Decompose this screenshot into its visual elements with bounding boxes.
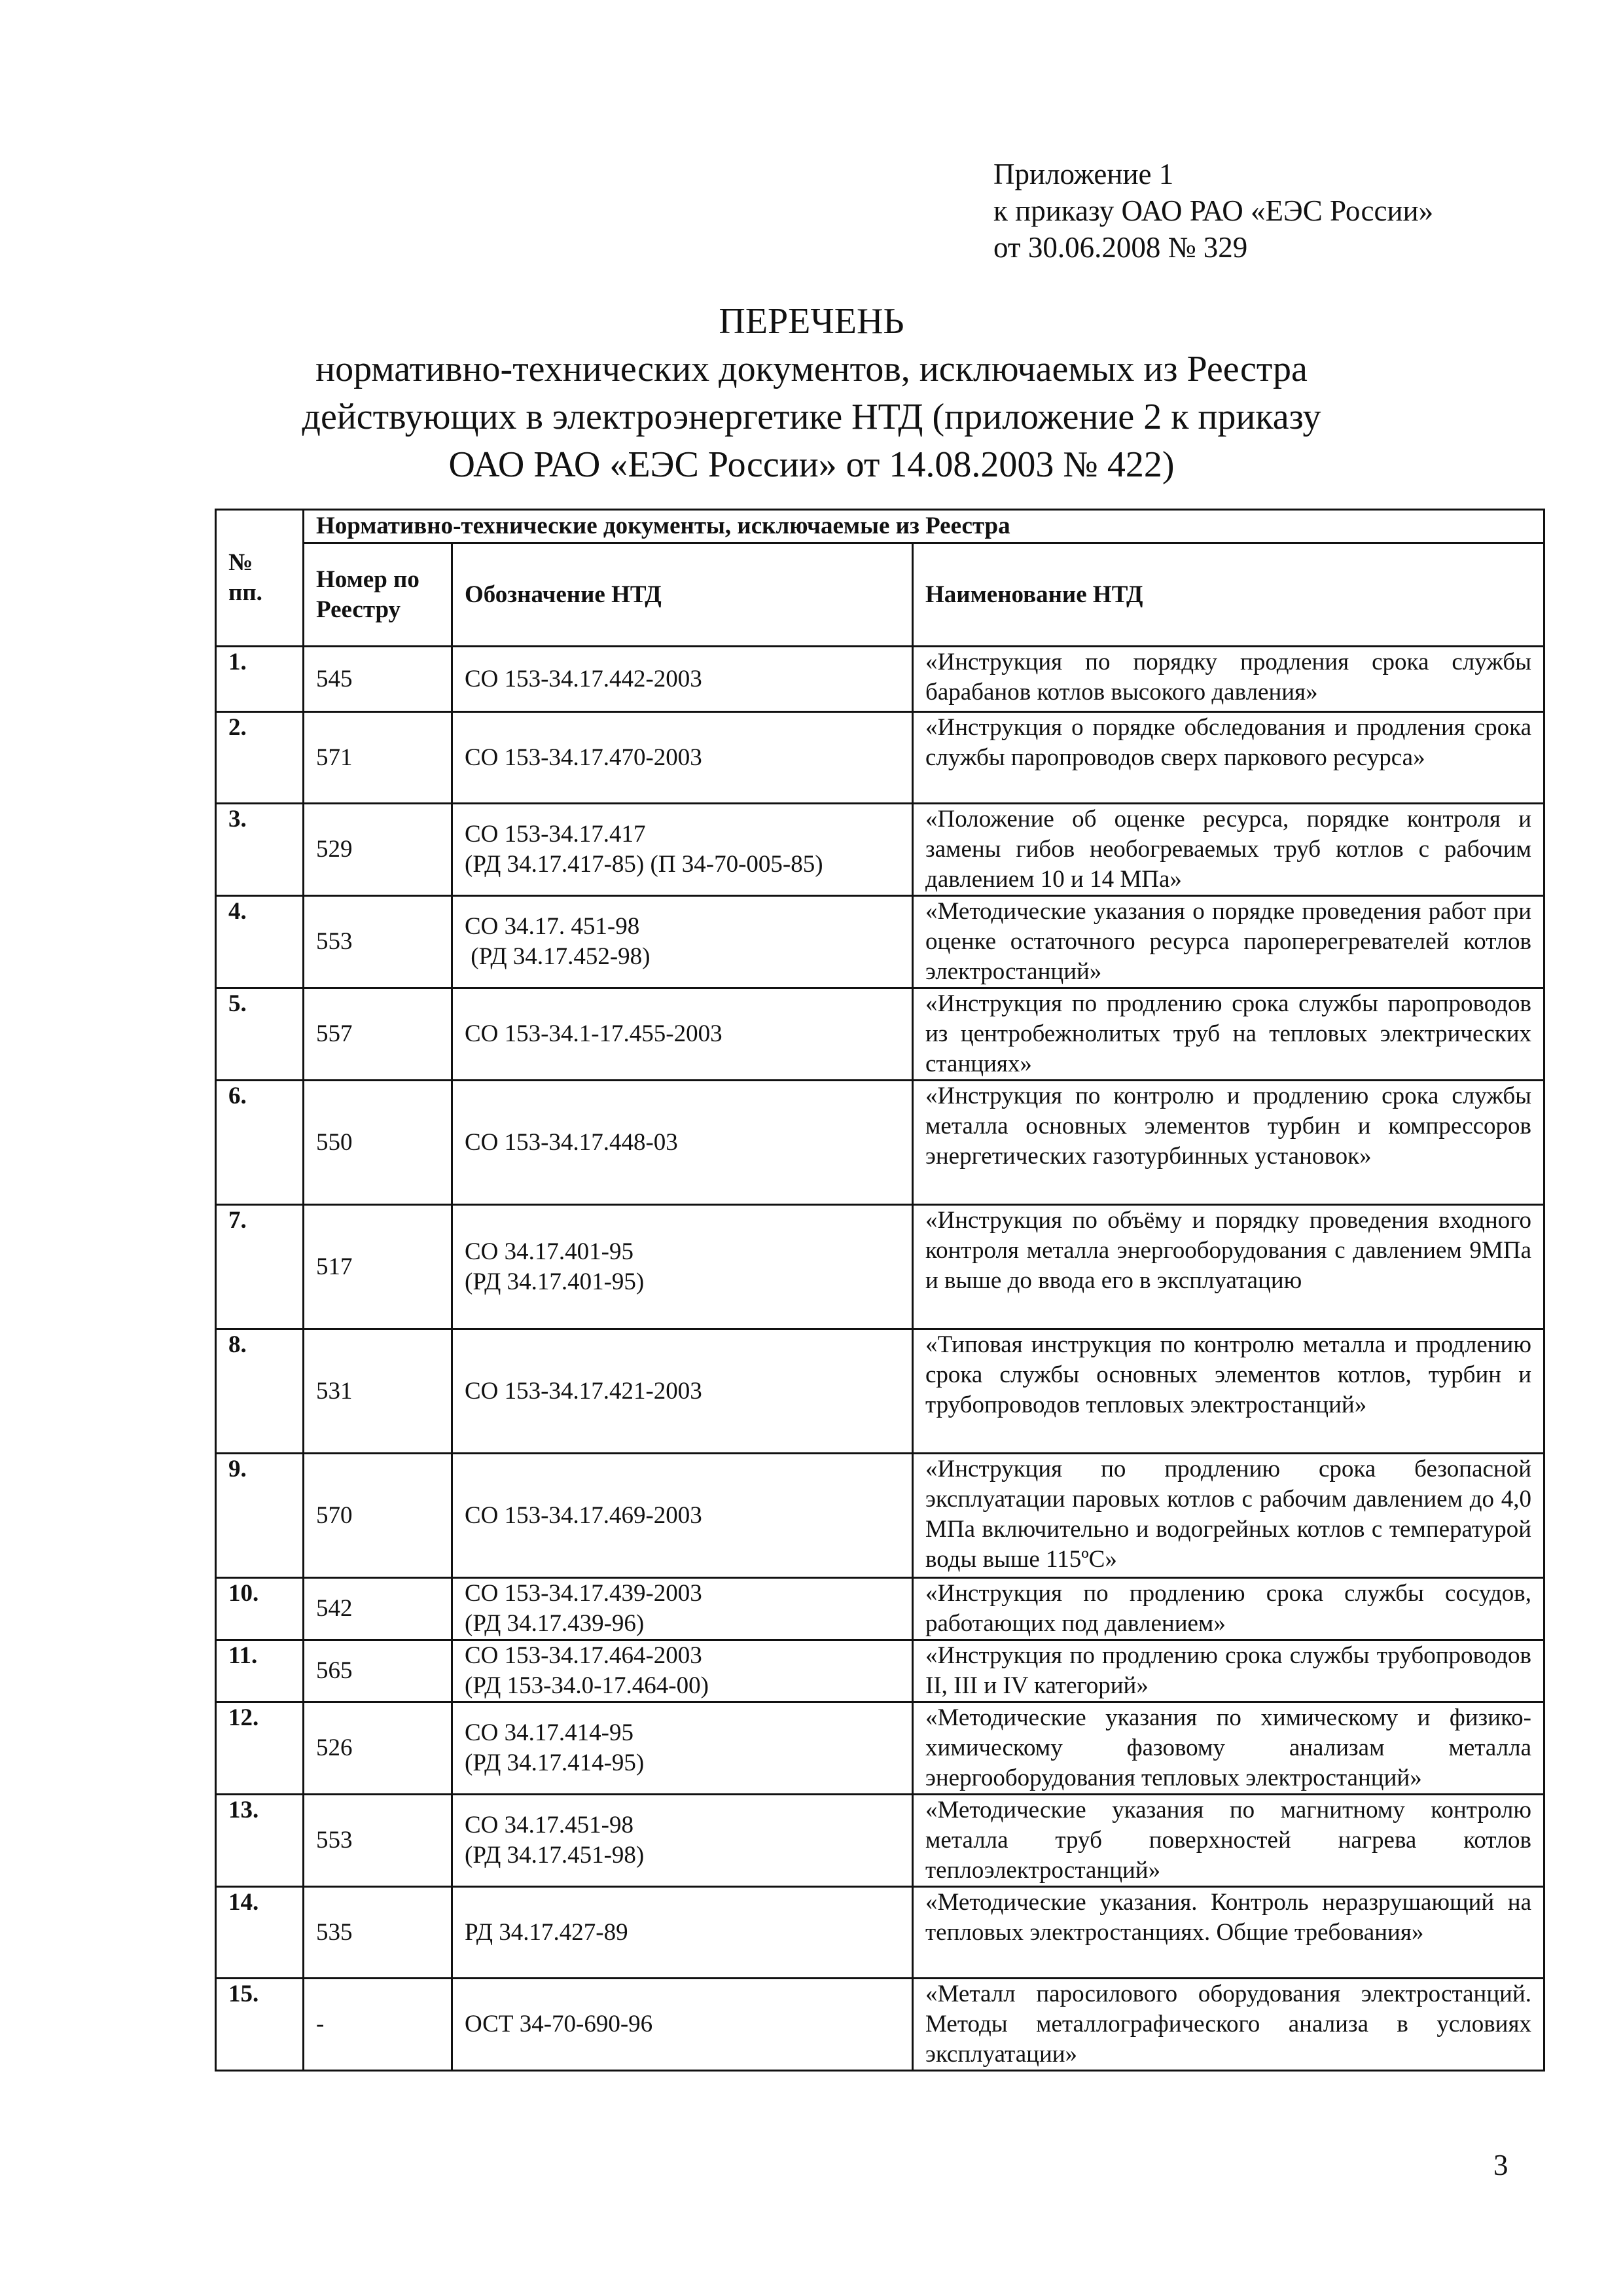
designation-line-1: СО 153-34.17.421-2003: [465, 1377, 702, 1405]
designation-line-2: (РД 34.17.452-98): [465, 943, 651, 970]
row-register-number: 531: [304, 1329, 452, 1454]
row-number: 9.: [216, 1454, 304, 1578]
title-line-4: ОАО РАО «ЕЭС России» от 14.08.2003 № 422): [448, 444, 1175, 485]
designation-line-1: СО 34.17.451-98: [465, 1812, 633, 1839]
designation-line-1: СО 153-34.17.464-2003: [465, 1642, 702, 1669]
register-table: [215, 509, 1545, 2072]
designation-line-2: (РД 153-34.0-17.464-00): [465, 1672, 709, 1699]
designation-line-2: (РД 34.17.417-85) (П 34-70-005-85): [465, 851, 823, 878]
designation-line-1: СО 153-34.17.470-2003: [465, 744, 702, 771]
row-designation: [452, 1979, 913, 2071]
table-row: [216, 1979, 1544, 2071]
designation-line-1: СО 34.17.401-95: [465, 1238, 633, 1265]
row-register-number: 535: [304, 1887, 452, 1979]
row-number: 5.: [216, 988, 304, 1081]
row-number: 13.: [216, 1795, 304, 1887]
row-register-number: 517: [304, 1205, 452, 1329]
row-number: 8.: [216, 1329, 304, 1454]
designation-line-2: (РД 34.17.401-95): [465, 1268, 645, 1295]
row-designation: [452, 804, 913, 896]
row-designation: [452, 1081, 913, 1205]
designation-line-1: СО 153-34.17.417: [465, 821, 646, 848]
table-row: [216, 1081, 1544, 1205]
designation-line-2: (РД 34.17.414-95): [465, 1749, 645, 1776]
designation-line-1: СО 34.17. 451-98: [465, 913, 640, 940]
row-number: 10.: [216, 1578, 304, 1640]
row-document-name: «Типовая инструкция по контролю металла и продлению срока службы основных элементов котлов, турбин и трубопроводов тепловых электростанций»: [913, 1329, 1544, 1454]
table-row: [216, 712, 1544, 804]
row-number: 2.: [216, 712, 304, 804]
row-designation: [452, 1578, 913, 1640]
row-register-number: -: [304, 1979, 452, 2071]
row-number: 1.: [216, 647, 304, 712]
row-document-name: «Инструкция по контролю и продлению срока службы металла основных элементов турбин и компрессоров энергетических газотурбинных установок»: [913, 1081, 1544, 1205]
row-designation: [452, 1454, 913, 1578]
row-document-name: «Методические указания о порядке проведения работ при оценке остаточного ресурса пароперегревателей котлов электростанций»: [913, 896, 1544, 988]
row-designation: [452, 1329, 913, 1454]
header-num: № пп.: [216, 510, 304, 647]
row-document-name: «Инструкция по продлению срока безопасной эксплуатации паровых котлов с рабочим давлением до 4,0 МПа включительно и водогрейных котлов с температурой воды выше 115ºС»: [913, 1454, 1544, 1578]
table-row: [216, 647, 1544, 712]
row-document-name: «Методические указания. Контроль неразрушающий на тепловых электростанциях. Общие требования»: [913, 1887, 1544, 1979]
row-number: 12.: [216, 1702, 304, 1795]
row-number: 4.: [216, 896, 304, 988]
row-document-name: «Инструкция по порядку продления срока службы барабанов котлов высокого давления»: [913, 647, 1544, 712]
table-row: [216, 896, 1544, 988]
table-row: [216, 988, 1544, 1081]
table-row: [216, 804, 1544, 896]
table-row: [216, 1454, 1544, 1578]
row-register-number: 542: [304, 1578, 452, 1640]
designation-line-1: СО 153-34.17.448-03: [465, 1128, 678, 1156]
designation-line-1: СО 34.17.414-95: [465, 1719, 633, 1746]
document-title: [196, 298, 1427, 489]
designation-line-1: СО 153-34.17.469-2003: [465, 1501, 702, 1529]
row-designation: [452, 647, 913, 712]
row-register-number: 571: [304, 712, 452, 804]
designation-line-1: СО 153-34.17.439-2003: [465, 1580, 702, 1607]
designation-line-1: РД 34.17.427-89: [465, 1918, 628, 1946]
page-number: 3: [1493, 2149, 1508, 2181]
row-number: 11.: [216, 1640, 304, 1702]
row-designation: [452, 1887, 913, 1979]
row-designation: [452, 896, 913, 988]
table-body: [216, 647, 1544, 2071]
designation-line-1: СО 153-34.17.442-2003: [465, 665, 702, 692]
row-document-name: «Инструкция по продлению срока службы паропроводов из центробежнолитых труб на тепловых электрических станциях»: [913, 988, 1544, 1081]
header-code: Обозначение НТД: [452, 543, 913, 647]
row-register-number: 565: [304, 1640, 452, 1702]
appendix-line-3: от 30.06.2008 № 329: [993, 231, 1248, 264]
row-document-name: «Металл паросилового оборудования электростанций. Методы металлографического анализа в условиях эксплуатации»: [913, 1979, 1544, 2071]
row-register-number: 550: [304, 1081, 452, 1205]
table-row: [216, 1640, 1544, 1702]
table-row: [216, 1205, 1544, 1329]
row-register-number: 570: [304, 1454, 452, 1578]
table-row: [216, 1795, 1544, 1887]
row-number: 6.: [216, 1081, 304, 1205]
row-register-number: 553: [304, 1795, 452, 1887]
row-document-name: «Инструкция по продлению срока службы сосудов, работающих под давлением»: [913, 1578, 1544, 1640]
row-register-number: 545: [304, 647, 452, 712]
row-designation: [452, 988, 913, 1081]
appendix-line-1: Приложение 1: [993, 158, 1174, 190]
row-document-name: «Инструкция о порядке обследования и продления срока службы паропроводов сверх паркового ресурса»: [913, 712, 1544, 804]
row-designation: [452, 1205, 913, 1329]
row-designation: [452, 1795, 913, 1887]
row-register-number: 553: [304, 896, 452, 988]
appendix-note: [993, 156, 1433, 266]
row-designation: [452, 712, 913, 804]
row-number: 3.: [216, 804, 304, 896]
table-row: [216, 1702, 1544, 1795]
header-name: Наименование НТД: [913, 543, 1544, 647]
row-designation: [452, 1702, 913, 1795]
title-line-3: действующих в электроэнергетике НТД (приложение 2 к приказу: [302, 397, 1321, 437]
row-designation: [452, 1640, 913, 1702]
row-number: 14.: [216, 1887, 304, 1979]
table-row: [216, 1887, 1544, 1979]
row-document-name: «Методические указания по химическому и физико-химическому фазовому анализам металла энергооборудования тепловых электростанций»: [913, 1702, 1544, 1795]
title-line-2: нормативно-технических документов, исключаемых из Реестра: [315, 349, 1308, 389]
header-reg-no: Номер по Реестру: [304, 543, 452, 647]
row-number: 7.: [216, 1205, 304, 1329]
row-register-number: 557: [304, 988, 452, 1081]
designation-line-1: ОСТ 34-70-690-96: [465, 2011, 653, 2037]
designation-line-2: (РД 34.17.451-98): [465, 1842, 645, 1869]
table-row: [216, 1329, 1544, 1454]
row-register-number: 529: [304, 804, 452, 896]
row-document-name: «Инструкция по объёму и порядку проведения входного контроля металла энергооборудования с давлением 9МПа и выше до ввода его в эксплуатацию: [913, 1205, 1544, 1329]
row-document-name: «Инструкция по продлению срока службы трубопроводов II, III и IV категорий»: [913, 1640, 1544, 1702]
row-document-name: «Положение об оценке ресурса, порядке контроля и замены гибов необогреваемых труб котлов с рабочим давлением 10 и 14 МПа»: [913, 804, 1544, 896]
appendix-line-2: к приказу ОАО РАО «ЕЭС России»: [993, 194, 1434, 227]
row-document-name: «Методические указания по магнитному контролю металла труб поверхностей нагрева котлов теплоэлектростанций»: [913, 1795, 1544, 1887]
row-register-number: 526: [304, 1702, 452, 1795]
row-number: 15.: [216, 1979, 304, 2071]
header-group: Нормативно-технические документы, исключаемые из Реестра: [304, 510, 1544, 543]
table-row: [216, 1578, 1544, 1640]
designation-line-2: (РД 34.17.439-96): [465, 1610, 645, 1637]
designation-line-1: СО 153-34.1-17.455-2003: [465, 1020, 722, 1047]
title-line-1: ПЕРЕЧЕНЬ: [719, 301, 904, 342]
